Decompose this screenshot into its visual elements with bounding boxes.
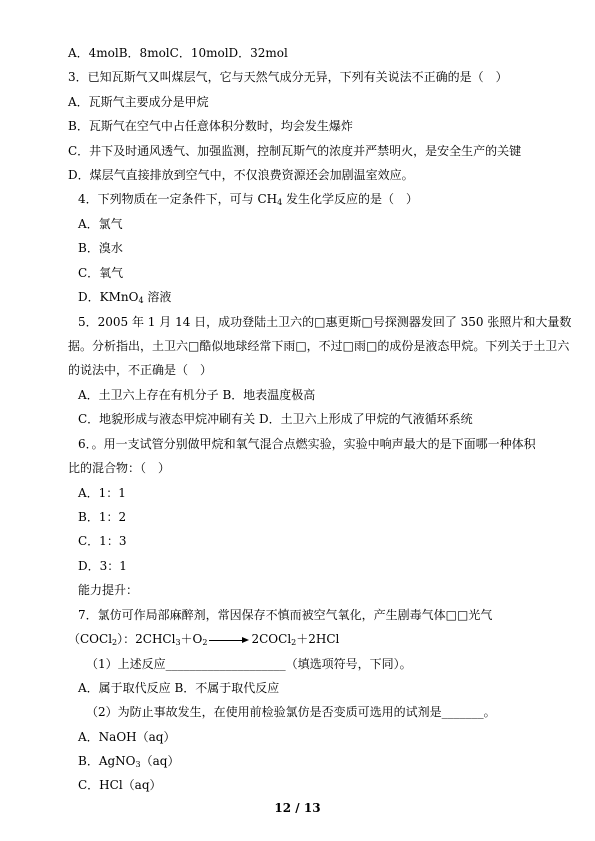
q6-option-c: C．1：3 bbox=[78, 534, 127, 548]
q7-part2-option-c: C．HCl（aq） bbox=[78, 778, 162, 792]
q4-option-d: D．KMnO$_4$ 溶液 bbox=[78, 290, 172, 305]
reaction-arrow-icon bbox=[209, 635, 249, 645]
q6-option-d: D．3：1 bbox=[78, 559, 127, 573]
q4-option-a: A．氯气 bbox=[78, 217, 123, 231]
q7-part2-option-b: B．AgNO$_3$（aq） bbox=[78, 754, 180, 769]
q6-stem-line1: 6．。用一支试管分别做甲烷和氧气混合点燃实验，实验中响声最大的是下面哪一种体积 bbox=[78, 437, 536, 451]
q4-stem: 4．下列物质在一定条件下，可与 $CH_4$ 发生化学反应的是（ ） bbox=[78, 192, 419, 207]
q7-part1: （1）上述反应____________________（填选项符号，下同）。 bbox=[86, 657, 412, 671]
q5-stem-line1: 5．2005 年 1 月 14 日，成功登陆土卫六的□惠更斯□号探测器发回了 350 张照片和大量数 bbox=[78, 315, 572, 329]
q7-stem-line1: 7．氯仿可作局部麻醉剂，常因保存不慎而被空气氧化，产生剧毒气体□□光气 bbox=[78, 608, 493, 622]
q5-stem-line3: 的说法中，不正确是（ ） bbox=[68, 363, 213, 377]
q5-options-cd: C．地貌形成与液态甲烷冲刷有关 D．土卫六上形成了甲烷的气液循环系统 bbox=[78, 412, 473, 426]
ability-section-heading: 能力提升： bbox=[78, 583, 139, 597]
q5-stem-line2: 据。分析指出，土卫六□酷似地球经常下雨□，不过□雨□的成份是液态甲烷。下列关于土卫六 bbox=[68, 339, 570, 353]
q5-options-ab: A．土卫六上存在有机分子 B．地表温度极高 bbox=[78, 388, 316, 402]
q7-part2: （2）为防止事故发生，在使用前检验氯仿是否变质可选用的试剂是_______。 bbox=[86, 705, 496, 719]
q6-stem-line2: 比的混合物：（ ） bbox=[68, 461, 171, 475]
q3-option-d: D．煤层气直接排放到空气中，不仅浪费资源还会加剧温室效应。 bbox=[68, 168, 414, 182]
q3-option-b: B．瓦斯气在空气中占任意体积分数时，均会发生爆炸 bbox=[68, 119, 353, 133]
page-number: 12 / 13 bbox=[274, 801, 321, 815]
q3-option-c: C．井下及时通风透气、加强监测，控制瓦斯气的浓度并严禁明火，是安全生产的关键 bbox=[68, 144, 522, 158]
q3-stem: 3．已知瓦斯气又叫煤层气，它与天然气成分无异，下列有关说法不正确的是（ ） bbox=[68, 70, 508, 84]
q7-equation: （COCl$_2$）：$2CHCl_3+O_2$ 2COCl$_2$＋2HCl bbox=[68, 632, 340, 647]
q2-options: A．4molB．8molC．10molD．32mol bbox=[68, 46, 288, 60]
q4-option-b: B．溴水 bbox=[78, 241, 123, 255]
q7-part1-options: A．属于取代反应 B．不属于取代反应 bbox=[78, 681, 280, 695]
q7-part2-option-a: A．NaOH（aq） bbox=[78, 730, 176, 744]
q6-option-a: A．1：1 bbox=[78, 486, 126, 500]
q4-option-c: C．氧气 bbox=[78, 266, 124, 280]
q3-option-a: A．瓦斯气主要成分是甲烷 bbox=[68, 95, 209, 109]
q6-option-b: B．1：2 bbox=[78, 510, 127, 524]
